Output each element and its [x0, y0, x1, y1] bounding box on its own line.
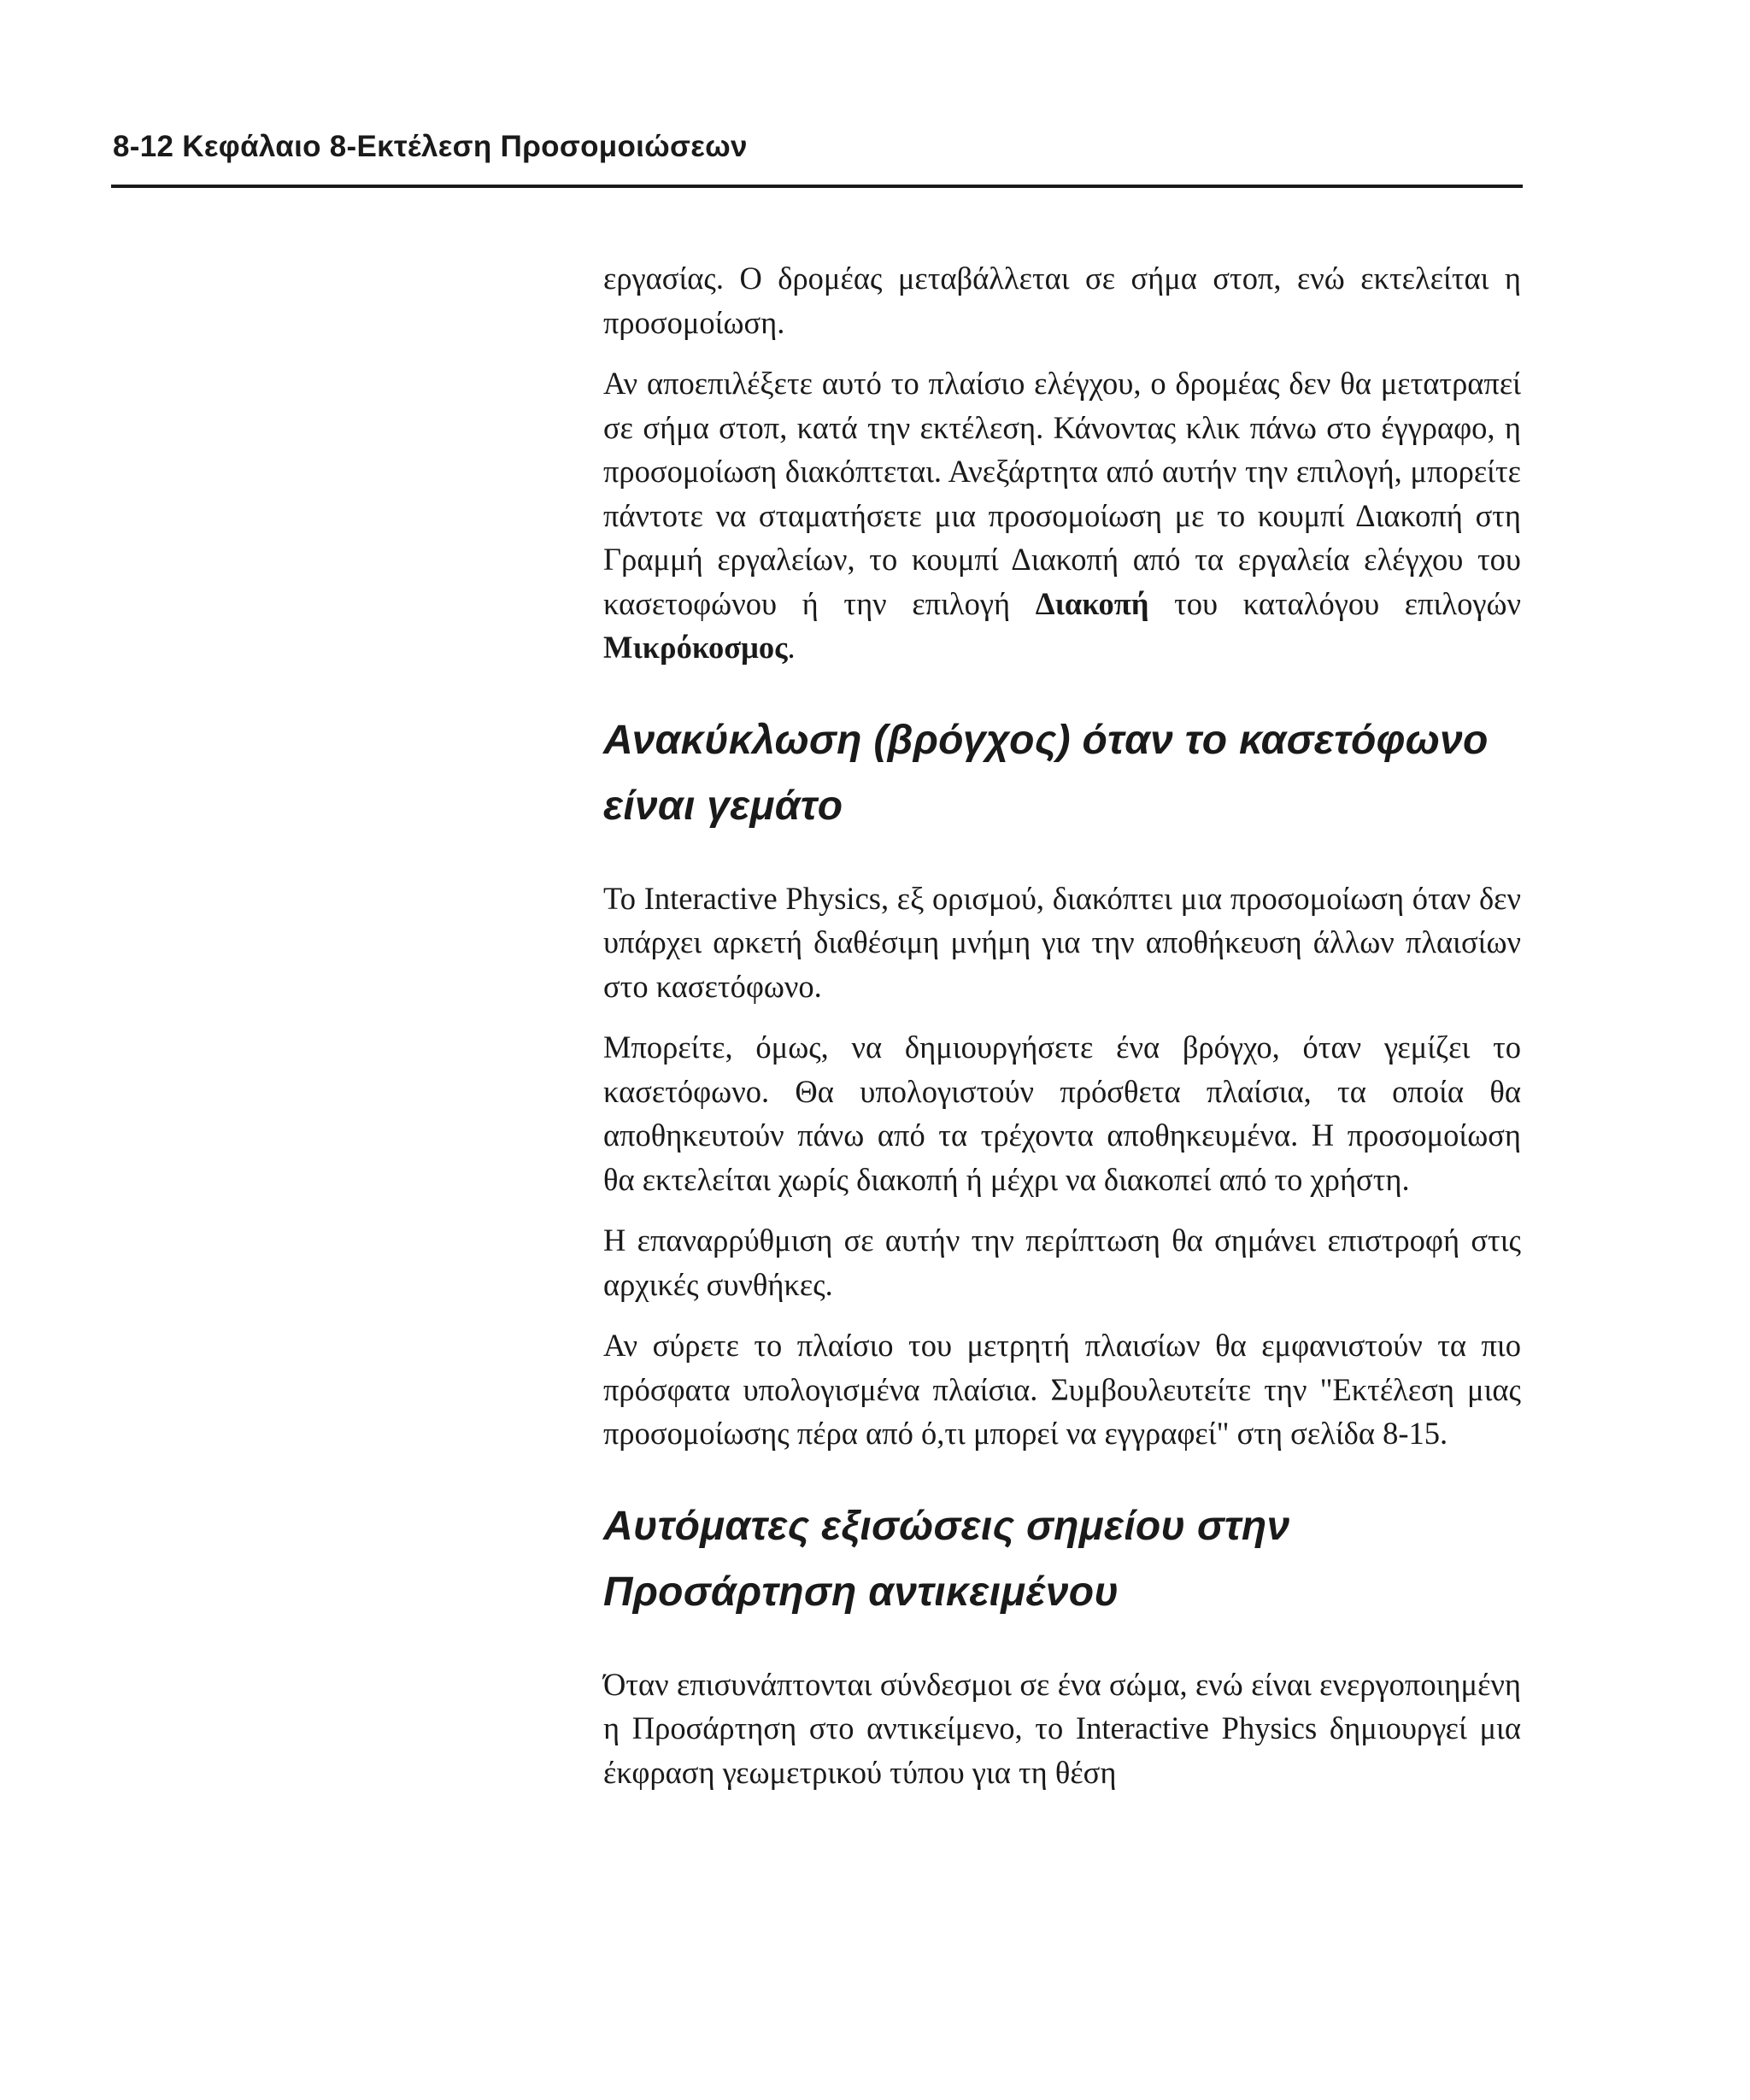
main-content	[603, 256, 1521, 1811]
section-heading-loop-line-1: Ανακύκλωση (βρόγχος) όταν το κασετόφωνο	[603, 717, 1489, 763]
paragraph-6: Αν σύρετε το πλαίσιο του μετρητή πλαισίων θα εμφανιστούν τα πιο πρόσφατα υπολογισμένα πλαίσια. Συμβουλευτείτε την "Εκτέλεση μιας προσομοίωσης πέρα από ό,τι μπορεί να εγγραφεί" στη σελίδα 8-15.	[603, 1328, 1521, 1451]
section-heading-loop	[603, 707, 1521, 839]
section-heading-loop-line-2: είναι γεμάτο	[603, 783, 843, 829]
paragraph-2-text-start: Αν αποεπιλέξετε αυτό το πλαίσιο ελέγχου, ο δρομέας δεν θα μετατραπεί σε σήμα στοπ, κατά την εκτέλεση. Κάνοντας κλικ πάνω στο έγγραφο, η προσομοίωση διακόπτεται. Ανεξάρτητα από αυτήν την επιλογή, μπορείτε πάντοτε να σταματήσετε μια προσομοίωση με το κουμπί Διακοπή στη Γραμμή εργαλείων, το κουμπί Διακοπή από τα εργαλεία ελέγχου του κασετοφώνου ή την επιλογή	[603, 366, 1521, 621]
header-text: 8-12 Κεφάλαιο 8-Εκτέλεση Προσομοιώσεων	[113, 130, 748, 163]
paragraph-2	[603, 361, 1521, 670]
section-heading-auto-equations-line-1: Αυτόματες εξισώσεις σημείου στην	[603, 1503, 1290, 1549]
running-header	[111, 120, 1523, 188]
paragraph-1: εργασίας. Ο δρομέας μεταβάλλεται σε σήμα στοπ, ενώ εκτελείται η προσομοίωση.	[603, 261, 1521, 340]
section-heading-auto-equations	[603, 1493, 1521, 1625]
paragraph-4: Μπορείτε, όμως, να δημιουργήσετε ένα βρόγχο, όταν γεμίζει το κασετόφωνο. Θα υπολογιστούν πρόσθετα πλαίσια, τα οποία θα αποθηκευτούν πάνω από τα τρέχοντα αποθηκευμένα. Η προσομοίωση θα εκτελείται χωρίς διακοπή ή μέχρι να διακοπεί από το χρήστη.	[603, 1029, 1521, 1197]
paragraph-2-bold-stop: Διακοπή	[1035, 585, 1149, 621]
section-heading-auto-equations-line-2: Προσάρτηση αντικειμένου	[603, 1569, 1119, 1615]
paragraph-2-text-mid: του καταλόγου επιλογών	[1148, 585, 1521, 621]
paragraph-3: Το Interactive Physics, εξ ορισμού, διακόπτει μια προσομοίωση όταν δεν υπάρχει αρκετή διαθέσιμη μνήμη για την αποθήκευση άλλων πλαισίων στο κασετόφωνο.	[603, 880, 1521, 1004]
paragraph-2-text-end: .	[787, 630, 796, 665]
paragraph-2-bold-microworld: Μικρόκοσμος	[603, 630, 788, 665]
paragraph-7: Όταν επισυνάπτονται σύνδεσμοι σε ένα σώμα, ενώ είναι ενεργοποιημένη η Προσάρτηση στο αντικείμενο, το Interactive Physics δημιουργεί μια έκφραση γεωμετρικού τύπου για τη θέση	[603, 1666, 1521, 1790]
paragraph-5: Η επαναρρύθμιση σε αυτήν την περίπτωση θα σημάνει επιστροφή στις αρχικές συνθήκες.	[603, 1223, 1521, 1302]
